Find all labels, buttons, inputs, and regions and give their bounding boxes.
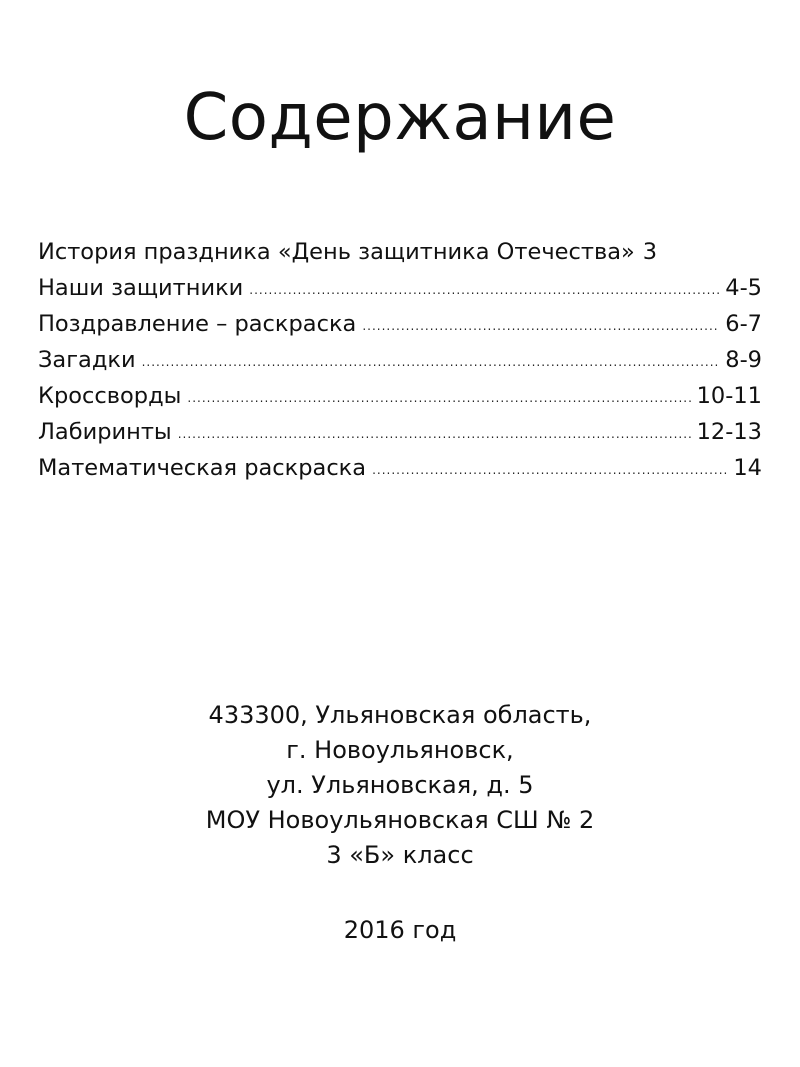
toc-entry-history xyxy=(38,234,762,270)
toc-entry-greeting-coloring xyxy=(38,306,762,342)
toc-entry-page: 3 xyxy=(642,239,658,265)
toc-entry-page: 4-5 xyxy=(725,275,762,301)
toc-leader xyxy=(178,416,691,452)
address-class: 3 «Б» класс xyxy=(326,841,474,869)
toc-entry-crosswords xyxy=(38,378,762,414)
toc-entry-page: 6-7 xyxy=(725,311,762,337)
address-school: МОУ Новоульяновская СШ № 2 xyxy=(205,806,595,834)
address-postal-region: 433300, Ульяновская область, xyxy=(208,701,592,729)
toc-leader xyxy=(142,344,720,380)
toc-entry-page: 10-11 xyxy=(696,383,762,409)
toc-entry-label: Кроссворды xyxy=(38,383,182,409)
address-street: ул. Ульяновская, д. 5 xyxy=(266,771,534,799)
toc-leader xyxy=(362,308,719,344)
toc-entry-riddles xyxy=(38,342,762,378)
toc-entry-label: Наши защитники xyxy=(38,275,244,301)
page-title: Содержание xyxy=(183,81,617,155)
school-address xyxy=(0,698,800,873)
toc-entry-label: История праздника «День защитника Отечества» xyxy=(38,239,635,265)
toc-entry-page: 8-9 xyxy=(725,347,762,373)
toc-entry-label: Загадки xyxy=(38,347,136,373)
toc-leader xyxy=(187,380,690,416)
toc-entry-math-coloring xyxy=(38,450,762,486)
toc-leader xyxy=(372,452,727,488)
address-city: г. Новоульяновск, xyxy=(286,736,514,764)
table-of-contents xyxy=(38,234,762,486)
toc-entry-label: Лабиринты xyxy=(38,419,172,445)
toc-entry-page: 14 xyxy=(733,455,762,481)
publication-year: 2016 год xyxy=(343,916,457,944)
toc-entry-defenders xyxy=(38,270,762,306)
toc-entry-label: Математическая раскраска xyxy=(38,455,367,481)
toc-entry-label: Поздравление – раскраска xyxy=(38,311,357,337)
toc-leader xyxy=(249,272,719,308)
toc-entry-page: 12-13 xyxy=(696,419,762,445)
toc-entry-labyrinths xyxy=(38,414,762,450)
